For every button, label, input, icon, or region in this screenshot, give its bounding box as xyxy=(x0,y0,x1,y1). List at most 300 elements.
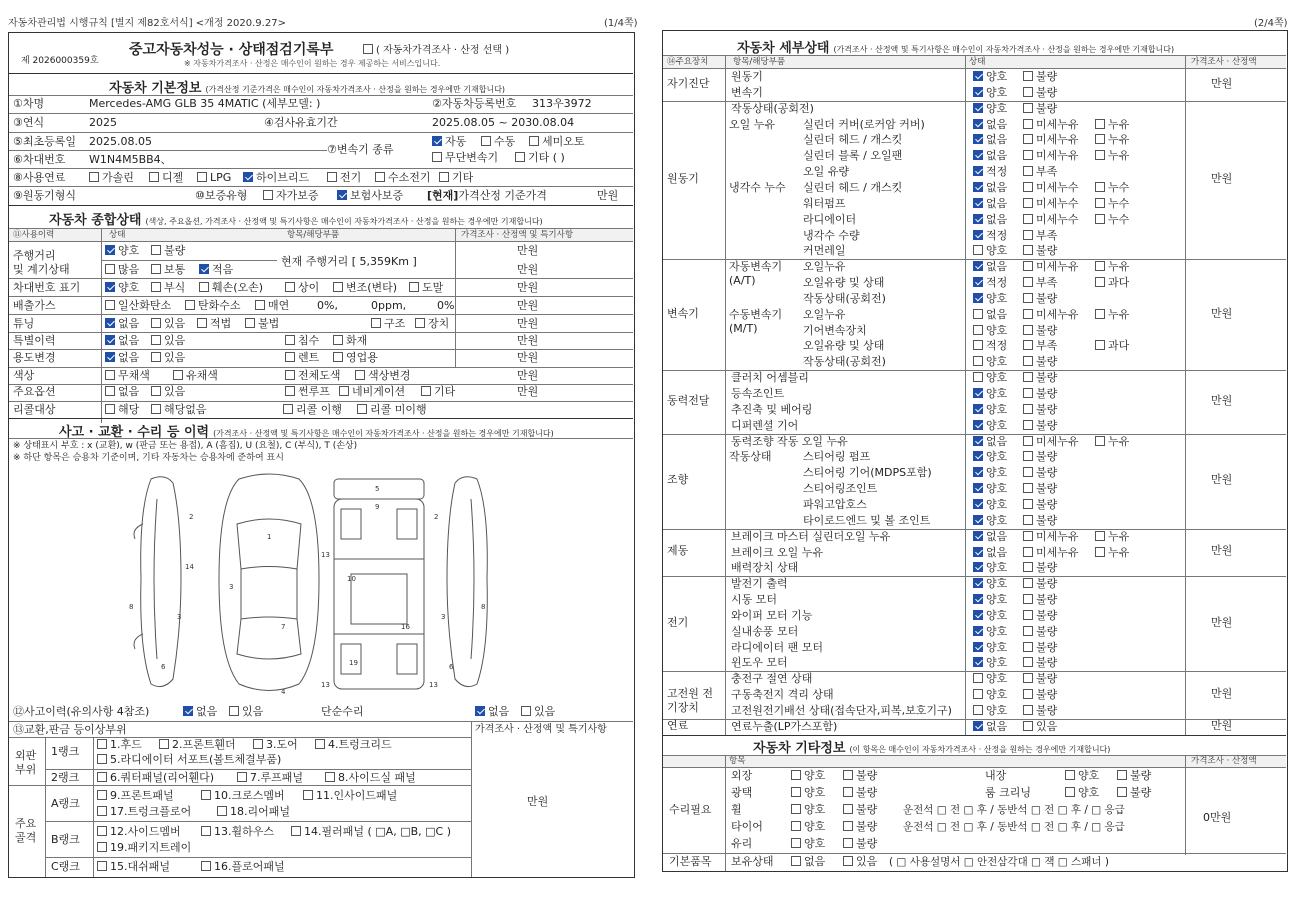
part-quarter-panel[interactable]: 6.쿼터패널(리어휀다) xyxy=(97,771,214,785)
detail-option[interactable]: 부족 xyxy=(1023,165,1057,179)
wheel-bad[interactable]: 불량 xyxy=(843,803,877,817)
detail-option[interactable]: 불량 xyxy=(1023,292,1057,306)
detail-group-price: 만원 xyxy=(1211,171,1233,185)
passenger-car-note: ※ 하단 항목은 승용차 기준이며, 기타 자동차는 승용차에 준하여 표시 xyxy=(13,453,284,463)
simple-repair-none[interactable]: 없음 xyxy=(475,705,509,719)
svg-text:10: 10 xyxy=(347,575,356,583)
warranty-opt-insurance[interactable]: 보험사보증 xyxy=(337,189,403,203)
keep-items: ( □ 사용설명서 □ 안전삼각대 □ 잭 □ 스패너 ) xyxy=(889,856,1109,868)
other-row-tire: 타이어 xyxy=(731,820,763,833)
gas-co[interactable]: 일산화탄소 xyxy=(105,299,171,313)
mileage-many[interactable]: 많음 xyxy=(105,263,139,277)
vin-value: W1N4M5BB4、 xyxy=(89,153,172,166)
detail-item: 오일유량 및 상태 xyxy=(803,276,885,290)
base-price-unit: 만원 xyxy=(597,189,619,202)
usage-yes[interactable]: 있음 xyxy=(151,351,185,365)
vin-corrosion[interactable]: 부식 xyxy=(151,281,185,295)
detail-option[interactable]: 없음 xyxy=(973,133,1007,147)
detail-option[interactable]: 양호 xyxy=(973,672,1007,686)
detail-option[interactable]: 양호 xyxy=(973,704,1007,718)
tuning-none[interactable]: 없음 xyxy=(105,317,139,331)
first-reg-label: ⑤최초등록일 xyxy=(13,135,76,148)
special-fire[interactable]: 화재 xyxy=(333,334,367,348)
detail-option[interactable]: 없음 xyxy=(973,308,1007,322)
usage-none[interactable]: 없음 xyxy=(105,351,139,365)
detail-item: 연료누출(LP가스포함) xyxy=(731,719,838,733)
rank-a-label: A랭크 xyxy=(51,797,80,810)
detail-option[interactable]: 부족 xyxy=(1023,276,1057,290)
mileage-normal[interactable]: 보통 xyxy=(151,263,185,277)
part-door[interactable]: 3.도어 xyxy=(253,738,298,752)
trans-opt-semi[interactable]: 세미오토 xyxy=(529,135,585,149)
detail-subgroup-label: 자동변속기 (A/T) xyxy=(729,260,783,288)
doc-number: 제 2026000359호 xyxy=(21,56,99,66)
trans-opt-other[interactable]: 기타 ( ) xyxy=(515,151,565,165)
row-label-color: 색상 xyxy=(13,369,35,382)
detail-option[interactable]: 적정 xyxy=(973,165,1007,179)
main-frame-label-2: 골격 xyxy=(15,831,37,844)
detail-header-price: 가격조사 · 산정액 xyxy=(1191,57,1257,67)
doc-note: ※ 자동차가격조사 · 산정은 매수인이 원하는 경우 제공하는 서비스입니다. xyxy=(184,59,441,68)
outer-panel-label-2: 부위 xyxy=(15,763,37,776)
detail-option[interactable]: 양호 xyxy=(973,625,1007,639)
detail-option[interactable]: 부족 xyxy=(1023,339,1057,353)
detail-item: 배력장치 상태 xyxy=(731,561,799,575)
detail-option[interactable]: 불량 xyxy=(1023,371,1057,385)
detail-option[interactable]: 불량 xyxy=(1023,704,1057,718)
detail-option[interactable]: 양호 xyxy=(973,371,1007,385)
simple-repair-yes[interactable]: 있음 xyxy=(521,705,555,719)
first-reg-value: 2025.08.05 xyxy=(89,135,152,148)
detail-option[interactable]: 미세누수 xyxy=(1023,197,1079,211)
detail-item: 냉각수 수량 xyxy=(803,228,860,242)
trans-opt-cvt[interactable]: 무단변속기 xyxy=(432,151,498,165)
accident-none[interactable]: 없음 xyxy=(183,705,217,719)
detail-item: 실린더 헤드 / 개스킷 xyxy=(803,133,903,147)
svg-text:2: 2 xyxy=(189,513,194,521)
interior-bad[interactable]: 불량 xyxy=(1117,769,1151,783)
detail-item: 브레이크 오일 누유 xyxy=(731,545,824,559)
detail-option[interactable]: 없음 xyxy=(973,213,1007,227)
detail-item: 와이퍼 모터 기능 xyxy=(731,608,813,622)
detail-option[interactable]: 불량 xyxy=(1023,688,1057,702)
fuel-label: ⑧사용연료 xyxy=(13,171,66,184)
tuning-structure[interactable]: 구조 xyxy=(371,317,405,331)
page-2 xyxy=(662,30,1288,872)
part-floor-panel[interactable]: 16.플로어패널 xyxy=(201,860,285,874)
vin-altered[interactable]: 변조(변타) xyxy=(333,281,397,295)
svg-text:16: 16 xyxy=(401,623,410,631)
part-trunk-floor[interactable]: 17.트렁크플로어 xyxy=(97,805,191,819)
glass-bad[interactable]: 불량 xyxy=(843,837,877,851)
detail-option[interactable]: 불량 xyxy=(1023,244,1057,258)
overall-header-state: 상태 xyxy=(109,230,126,240)
other-row-polish: 광택 xyxy=(731,786,753,799)
detail-option[interactable]: 불량 xyxy=(1023,102,1057,116)
mileage-few[interactable]: 적음 xyxy=(199,263,233,277)
detail-option[interactable]: 양호 xyxy=(973,70,1007,84)
tire-good[interactable]: 양호 xyxy=(791,820,825,834)
part-side-sill[interactable]: 8.사이드실 패널 xyxy=(325,771,416,785)
detail-option[interactable]: 불량 xyxy=(1023,324,1057,338)
detail-option[interactable]: 불량 xyxy=(1023,498,1057,512)
detail-group-label: 자기진단 xyxy=(667,76,710,90)
detail-option[interactable]: 없음 xyxy=(973,435,1007,449)
row-label-options: 주요옵션 xyxy=(13,385,56,398)
usage-business[interactable]: 영업용 xyxy=(333,351,378,365)
detail-option[interactable]: 불량 xyxy=(1023,70,1057,84)
mileage-price-unit: 만원 xyxy=(517,244,539,257)
fuel-opt-diesel[interactable]: 디젤 xyxy=(149,171,183,185)
detail-option[interactable]: 불량 xyxy=(1023,625,1057,639)
detail-option[interactable]: 누유 xyxy=(1095,133,1129,147)
detail-option[interactable]: 양호 xyxy=(973,498,1007,512)
svg-text:2: 2 xyxy=(434,513,439,521)
detail-option[interactable]: 없음 xyxy=(973,197,1007,211)
vin-good[interactable]: 양호 xyxy=(105,281,139,295)
fuel-opt-electric[interactable]: 전기 xyxy=(327,171,361,185)
detail-item: 라디에이터 팬 모터 xyxy=(731,640,824,654)
detail-option[interactable]: 양호 xyxy=(973,577,1007,591)
gauge-price-unit: 만원 xyxy=(517,263,539,276)
options-none[interactable]: 없음 xyxy=(105,385,139,399)
options-price-unit: 만원 xyxy=(517,385,539,398)
detail-option[interactable]: 불량 xyxy=(1023,403,1057,417)
detail-option[interactable]: 부족 xyxy=(1023,229,1057,243)
row-label-mileage: 주행거리 xyxy=(13,249,56,262)
overall-header-price: 가격조사 · 산정액 및 특기사항 xyxy=(461,230,574,240)
detail-option[interactable]: 미세누유 xyxy=(1023,260,1079,274)
detail-option[interactable]: 양호 xyxy=(973,482,1007,496)
recall-none[interactable]: 해당없음 xyxy=(151,403,207,417)
page-number-2: (2/4쪽) xyxy=(1254,18,1288,29)
row-label-tuning: 튜닝 xyxy=(13,317,35,330)
polish-bad[interactable]: 불량 xyxy=(843,786,877,800)
svg-text:19: 19 xyxy=(349,659,358,667)
detail-option[interactable]: 양호 xyxy=(973,355,1007,369)
detail-option[interactable]: 양호 xyxy=(973,609,1007,623)
part-package-tray[interactable]: 19.패키지트레이 xyxy=(97,841,191,855)
detail-option[interactable]: 누수 xyxy=(1095,181,1129,195)
detail-group-label: 조향 xyxy=(667,473,689,487)
detail-option[interactable]: 불량 xyxy=(1023,514,1057,528)
detail-item: 작동상태(공회전) xyxy=(803,291,886,305)
trans-opt-manual[interactable]: 수동 xyxy=(481,135,515,149)
detail-option[interactable]: 불량 xyxy=(1023,656,1057,670)
options-navigation[interactable]: 네비게이션 xyxy=(339,385,405,399)
detail-group-label: 원동기 xyxy=(667,171,699,185)
color-achromatic[interactable]: 무채색 xyxy=(105,369,150,383)
detail-option[interactable]: 양호 xyxy=(973,450,1007,464)
tuning-illegal[interactable]: 불법 xyxy=(245,317,279,331)
detail-option[interactable]: 누유 xyxy=(1095,308,1129,322)
detail-group-price: 만원 xyxy=(1211,473,1233,487)
detail-item: 워터펌프 xyxy=(803,196,846,210)
model-label: ①차명 xyxy=(13,97,45,110)
svg-text:6: 6 xyxy=(161,663,166,671)
part-radiator-support[interactable]: 5.라디에이터 서포트(볼트체결부품) xyxy=(97,753,281,767)
row-label-vin-mark: 차대번호 표기 xyxy=(13,281,81,294)
rank-b-label: B랭크 xyxy=(51,833,80,846)
options-yes[interactable]: 있음 xyxy=(151,385,185,399)
part-front-fender[interactable]: 2.프론트휀더 xyxy=(159,738,236,752)
detail-subgroup-label: 오일 누유 xyxy=(729,117,776,131)
detail-option[interactable]: 불량 xyxy=(1023,672,1057,686)
overall-header-usage: ⑪사용이력 xyxy=(13,230,55,240)
detail-option[interactable]: 미세누유 xyxy=(1023,530,1079,544)
keep-state-label: 보유상태 xyxy=(731,855,774,868)
detail-option[interactable]: 불량 xyxy=(1023,86,1057,100)
inspection-valid-value: 2025.08.05 ~ 2030.08.04 xyxy=(432,116,575,129)
detail-option[interactable]: 미세누수 xyxy=(1023,213,1079,227)
wheel-good[interactable]: 양호 xyxy=(791,803,825,817)
detail-option[interactable]: 누수 xyxy=(1095,213,1129,227)
detail-option[interactable]: 미세누유 xyxy=(1023,308,1079,322)
special-yes[interactable]: 있음 xyxy=(151,334,185,348)
special-flood[interactable]: 침수 xyxy=(285,334,319,348)
part-pillar-panel[interactable]: 14.필러패널 ( □A, □B, □C ) xyxy=(291,825,451,839)
detail-option[interactable]: 없음 xyxy=(973,118,1007,132)
fuel-opt-lpg[interactable]: LPG xyxy=(197,171,231,185)
price-check-option[interactable]: ( 자동차가격조사 · 산정 선택 ) xyxy=(363,41,509,56)
rank-1-label: 1랭크 xyxy=(51,745,80,758)
detail-option[interactable]: 양호 xyxy=(973,466,1007,480)
model-value: Mercedes-AMG GLB 35 4MATIC (세부모델: ) xyxy=(89,97,321,110)
detail-option[interactable]: 양호 xyxy=(973,419,1007,433)
basic-info-title: 자동차 기본정보 (가격산정 기준가격은 매수인이 자동차가격조사 · 산정을 원하는 경우에만 기재합니다) xyxy=(109,81,506,96)
detail-option[interactable]: 누유 xyxy=(1095,260,1129,274)
detail-item: 커먼레일 xyxy=(803,244,846,258)
detail-option[interactable]: 양호 xyxy=(973,656,1007,670)
detail-option[interactable]: 불량 xyxy=(1023,577,1057,591)
detail-option[interactable]: 미세누유 xyxy=(1023,546,1079,560)
interior-good[interactable]: 양호 xyxy=(1065,769,1099,783)
page-number: (1/4쪽) xyxy=(604,18,638,29)
detail-option[interactable]: 누유 xyxy=(1095,435,1129,449)
detail-item: 고전원전기배선 상태(접속단자,피복,보호기구) xyxy=(731,704,952,717)
glass-good[interactable]: 양호 xyxy=(791,837,825,851)
detail-group-label: 전기 xyxy=(667,615,689,629)
detail-item: 구동축전지 격리 상태 xyxy=(731,688,834,702)
row-label-recall: 리콜대상 xyxy=(13,403,56,416)
detail-group-price: 만원 xyxy=(1211,615,1233,629)
recall-done[interactable]: 리콜 이행 xyxy=(283,403,342,417)
detail-option[interactable]: 양호 xyxy=(973,561,1007,575)
detail-group-label: 변속기 xyxy=(667,306,699,320)
part-hood[interactable]: 1.후드 xyxy=(97,738,142,752)
detail-item: 오일누유 xyxy=(803,260,846,274)
detail-option[interactable]: 미세누수 xyxy=(1023,181,1079,195)
room-bad[interactable]: 불량 xyxy=(1117,786,1151,800)
tuning-legal[interactable]: 적법 xyxy=(197,317,231,331)
svg-text:9: 9 xyxy=(375,503,380,511)
current-mileage: 현재 주행거리 [ 5,359Km ] xyxy=(281,255,417,268)
tire-position: 운전석 □ 전 □ 후 / 동반석 □ 전 □ 후 / □ 응급 xyxy=(903,821,1125,833)
detail-group-price: 만원 xyxy=(1211,544,1233,558)
rank-2-label: 2랭크 xyxy=(51,771,80,784)
detail-option[interactable]: 불량 xyxy=(1023,593,1057,607)
color-full-paint[interactable]: 전체도색 xyxy=(285,369,341,383)
exterior-bad[interactable]: 불량 xyxy=(843,769,877,783)
detail-option[interactable]: 과다 xyxy=(1095,339,1129,353)
detail-option[interactable]: 불량 xyxy=(1023,419,1057,433)
fuel-opt-hydrogen[interactable]: 수소전기 xyxy=(375,171,431,185)
special-none[interactable]: 없음 xyxy=(105,334,139,348)
detail-option[interactable]: 양호 xyxy=(973,403,1007,417)
detail-group-label: 동력전달 xyxy=(667,393,710,407)
part-side-member[interactable]: 12.사이드멤버 xyxy=(97,825,181,839)
row-label-usage-change: 용도변경 xyxy=(13,351,56,364)
tuning-price-unit: 만원 xyxy=(517,317,539,330)
tuning-device[interactable]: 장치 xyxy=(415,317,449,331)
detail-option[interactable]: 불량 xyxy=(1023,641,1057,655)
detail-option[interactable]: 미세누유 xyxy=(1023,133,1079,147)
detail-option[interactable]: 양호 xyxy=(973,641,1007,655)
part-rear-panel[interactable]: 18.리어패널 xyxy=(217,805,290,819)
part-front-panel[interactable]: 9.프론트패널 xyxy=(97,789,174,803)
other-row-wheel: 휠 xyxy=(731,803,742,816)
row-label-special: 특별이력 xyxy=(13,334,56,347)
detail-option[interactable]: 불량 xyxy=(1023,466,1057,480)
detail-option[interactable]: 미세누유 xyxy=(1023,435,1079,449)
detail-option[interactable]: 양호 xyxy=(973,324,1007,338)
color-chromatic[interactable]: 유채색 xyxy=(173,369,218,383)
room-good[interactable]: 양호 xyxy=(1065,786,1099,800)
detail-option[interactable]: 불량 xyxy=(1023,355,1057,369)
outer-panel-label-1: 외판 xyxy=(15,749,37,762)
detail-item: 오일유량 및 상태 xyxy=(803,339,885,353)
detail-option[interactable]: 양호 xyxy=(973,387,1007,401)
detail-option[interactable]: 미세누유 xyxy=(1023,118,1079,132)
mileage-bad[interactable]: 불량 xyxy=(151,244,185,258)
status-symbol-legend: ※ 상태표시 부호 : x (교환), w (판금 또는 용접), A (흠집), U (요철), C (부식), T (손상) xyxy=(13,441,358,451)
vin-smear[interactable]: 도말 xyxy=(409,281,443,295)
recall-not-done[interactable]: 리콜 미이행 xyxy=(357,403,427,417)
detail-item: 실린더 커버(로커암 커버) xyxy=(803,117,925,131)
detail-group-price: 만원 xyxy=(1211,306,1233,320)
detail-option[interactable]: 미세누유 xyxy=(1023,149,1079,163)
svg-text:13: 13 xyxy=(321,551,330,559)
detail-option[interactable]: 있음 xyxy=(1023,720,1057,734)
detail-item: 스티어링조인트 xyxy=(803,482,878,496)
detail-option[interactable]: 과다 xyxy=(1095,276,1129,290)
part-cross-member[interactable]: 10.크로스멤버 xyxy=(201,789,285,803)
gas-smoke[interactable]: 매연 xyxy=(255,299,289,313)
detail-option[interactable]: 누유 xyxy=(1095,149,1129,163)
motor-type-label: ⑨원동기형식 xyxy=(13,189,76,202)
usage-rent[interactable]: 렌트 xyxy=(285,351,319,365)
detail-header-item: 항목/해당부품 xyxy=(733,57,786,67)
part-inside-panel[interactable]: 11.인사이드패널 xyxy=(303,789,397,803)
detail-option[interactable]: 없음 xyxy=(973,546,1007,560)
detail-option[interactable]: 없음 xyxy=(973,260,1007,274)
detail-item: 발전기 출력 xyxy=(731,577,788,591)
detail-item: 변속기 xyxy=(731,85,763,99)
trans-opt-auto[interactable]: 자동 xyxy=(432,135,466,149)
detail-group-label: 제동 xyxy=(667,544,689,558)
options-sunroof[interactable]: 썬루프 xyxy=(285,385,330,399)
detail-option[interactable]: 양호 xyxy=(973,514,1007,528)
exchange-label: ⑬교환,판금 등이상부위 xyxy=(13,723,127,736)
part-wheel-house[interactable]: 13.휠하우스 xyxy=(201,825,274,839)
detail-item: 실린더 헤드 / 개스킷 xyxy=(803,180,903,194)
detail-option[interactable]: 양호 xyxy=(973,86,1007,100)
detail-option[interactable]: 양호 xyxy=(973,102,1007,116)
polish-good[interactable]: 양호 xyxy=(791,786,825,800)
detail-option[interactable]: 불량 xyxy=(1023,482,1057,496)
detail-option[interactable]: 양호 xyxy=(973,244,1007,258)
detail-option[interactable]: 양호 xyxy=(973,688,1007,702)
vin-mismatch[interactable]: 상이 xyxy=(285,281,319,295)
color-change[interactable]: 색상변경 xyxy=(355,369,411,383)
detail-item: 브레이크 마스터 실린더오일 누유 xyxy=(731,529,891,543)
options-other[interactable]: 기타 xyxy=(421,385,455,399)
detail-item: 파워고압호스 xyxy=(803,497,867,511)
detail-option[interactable]: 불량 xyxy=(1023,450,1057,464)
keep-none[interactable]: 없음 xyxy=(791,855,825,869)
fuel-opt-other[interactable]: 기타 xyxy=(439,171,473,185)
accident-yes[interactable]: 있음 xyxy=(229,705,263,719)
part-roof-panel[interactable]: 7.루프패널 xyxy=(237,771,303,785)
detail-state-title: 자동차 세부상태 (가격조사 · 산정액 및 특기사항은 매수인이 자동차가격조사 · 산정을 원하는 경우에만 기재합니다) xyxy=(737,41,1175,56)
svg-text:3: 3 xyxy=(229,583,234,591)
detail-item: 실내송풍 모터 xyxy=(731,624,799,638)
tire-bad[interactable]: 불량 xyxy=(843,820,877,834)
detail-option[interactable]: 누유 xyxy=(1095,530,1129,544)
detail-option[interactable]: 적정 xyxy=(973,229,1007,243)
detail-option[interactable]: 누수 xyxy=(1095,197,1129,211)
warranty-opt-self[interactable]: 자가보증 xyxy=(263,189,319,203)
detail-item: 충전구 절연 상태 xyxy=(731,672,813,686)
base-price-label: [현재]가격산정 기준가격 xyxy=(427,189,547,202)
svg-text:6: 6 xyxy=(449,663,454,671)
detail-option[interactable]: 없음 xyxy=(973,149,1007,163)
detail-option[interactable]: 적정 xyxy=(973,339,1007,353)
detail-item: 스티어링 기어(MDPS포함) xyxy=(803,466,932,480)
detail-item: 작동상태(공회전) xyxy=(803,355,886,369)
svg-text:7: 7 xyxy=(281,623,286,631)
detail-option[interactable]: 없음 xyxy=(973,530,1007,544)
detail-header-device: ⑭주요장치 xyxy=(667,57,709,67)
keep-yes[interactable]: 있음 xyxy=(843,855,877,869)
detail-option[interactable]: 없음 xyxy=(973,720,1007,734)
detail-option[interactable]: 양호 xyxy=(973,593,1007,607)
part-trunk-lid[interactable]: 4.트렁크리드 xyxy=(315,738,392,752)
tuning-yes[interactable]: 있음 xyxy=(151,317,185,331)
car-diagram xyxy=(129,469,499,699)
detail-option[interactable]: 없음 xyxy=(973,181,1007,195)
vin-damage[interactable]: 훼손(오손) xyxy=(199,281,263,295)
fuel-opt-gasoline[interactable]: 가솔린 xyxy=(89,171,134,185)
detail-item: 원동기 xyxy=(731,70,763,83)
detail-option[interactable]: 불량 xyxy=(1023,609,1057,623)
detail-option[interactable]: 양호 xyxy=(973,292,1007,306)
part-dash-panel[interactable]: 15.대쉬패널 xyxy=(97,860,170,874)
detail-option[interactable]: 불량 xyxy=(1023,387,1057,401)
other-row-exterior: 외장 xyxy=(731,769,753,782)
detail-item: 등속조인트 xyxy=(731,387,785,400)
detail-option[interactable]: 적정 xyxy=(973,276,1007,290)
exterior-good[interactable]: 양호 xyxy=(791,769,825,783)
mileage-good[interactable]: 양호 xyxy=(105,244,139,258)
detail-option[interactable]: 누유 xyxy=(1095,546,1129,560)
detail-option[interactable]: 누유 xyxy=(1095,118,1129,132)
recall-applicable[interactable]: 해당 xyxy=(105,403,139,417)
fuel-opt-hybrid[interactable]: 하이브리드 xyxy=(243,171,309,185)
detail-option[interactable]: 불량 xyxy=(1023,561,1057,575)
gas-hc[interactable]: 탄화수소 xyxy=(185,299,241,313)
detail-item: 디퍼렌셜 기어 xyxy=(731,418,799,432)
